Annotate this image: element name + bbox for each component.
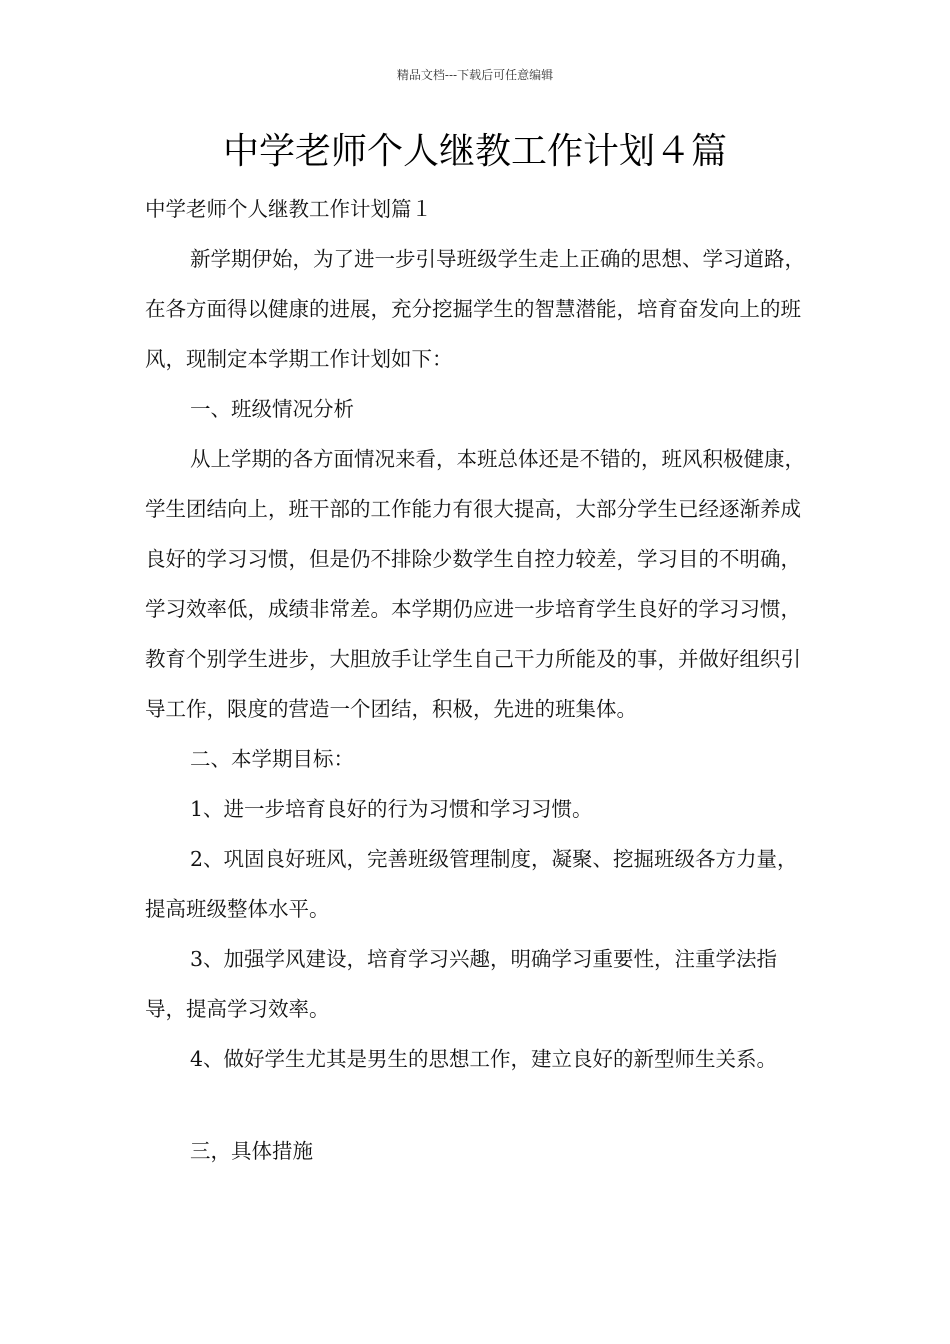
heading-class-analysis: 一、班级情况分析 bbox=[190, 397, 354, 421]
section-subtitle: 中学老师个人继教工作计划篇１ bbox=[145, 197, 432, 221]
heading-semester-goals: 二、本学期目标： bbox=[190, 747, 354, 771]
paragraph-class-analysis: 从上学期的各方面情况来看，本班总体还是不错的，班风积极健康，学生团结向上，班干部的工作能力有很大提高，大部分学生已经逐渐养成良好的学习习惯，但是仍不排除少数学生自控力较差，学习目的不明确，学习效率低，成绩非常差。本学期仍应进一步培育学生良好的学习习惯，教育个别学生进步，大胆放手让学生自己干力所能及的事，并做好组织引导工作，限度的营造一个团结，积极，先进的班集体。 bbox=[145, 447, 805, 721]
goal-item-2: 2、巩固良好班风，完善班级管理制度，凝聚、挖掘班级各方力量，提高班级整体水平。 bbox=[145, 847, 798, 921]
goal-item-4: 4、做好学生尤其是男生的思想工作，建立良好的新型师生关系。 bbox=[190, 1047, 778, 1071]
paragraph-intro: 新学期伊始，为了进一步引导班级学生走上正确的思想、学习道路，在各方面得以健康的进展，充分挖掘学生的智慧潜能，培育奋发向上的班风，现制定本学期工作计划如下： bbox=[145, 247, 805, 371]
document-body bbox=[145, 184, 815, 1176]
goal-item-3: 3、加强学风建设，培育学习兴趣，明确学习重要性，注重学法指导，提高学习效率。 bbox=[145, 947, 778, 1021]
heading-specific-measures: 三，具体措施 bbox=[190, 1139, 313, 1163]
document-title: 中学老师个人继教工作计划４篇 bbox=[222, 131, 727, 172]
goal-item-1: 1、进一步培育良好的行为习惯和学习习惯。 bbox=[190, 797, 593, 821]
header-note: 精品文档---下载后可任意编辑 bbox=[396, 68, 554, 82]
